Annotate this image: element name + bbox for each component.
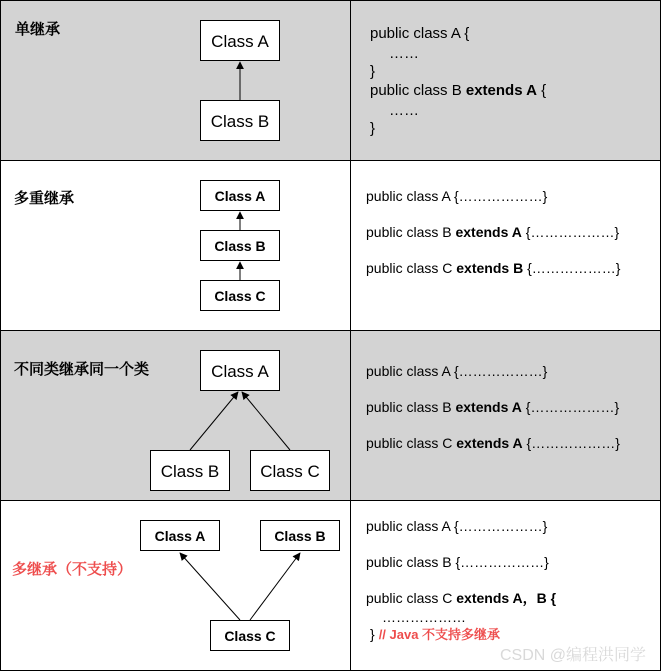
row-2-title: 多重继承 bbox=[14, 190, 75, 207]
code-text: public class B bbox=[366, 224, 456, 240]
row-1-background bbox=[1, 1, 661, 161]
code-keyword: extends A，B { bbox=[456, 590, 557, 606]
row-3-title: 不同类继承同一个类 bbox=[14, 361, 150, 378]
row-3-background bbox=[1, 331, 661, 501]
code-text: public class C bbox=[366, 590, 457, 606]
code-text: public class C bbox=[366, 260, 457, 276]
code-line: …… bbox=[389, 102, 419, 119]
code-line: public class A {………………} bbox=[366, 188, 548, 204]
code-text: {………………} bbox=[521, 224, 620, 240]
code-text: { bbox=[537, 82, 547, 99]
code-line: …… bbox=[389, 45, 419, 62]
code-keyword: extends A bbox=[465, 82, 538, 99]
class-box-label: Class A bbox=[211, 32, 269, 51]
code-line: public class A {………………} bbox=[366, 363, 548, 379]
code-line bbox=[366, 260, 621, 276]
row-2-diagram bbox=[201, 181, 280, 311]
class-box-label: Class B bbox=[210, 112, 270, 131]
code-line: } bbox=[370, 63, 376, 80]
code-line: public class A { bbox=[370, 25, 470, 42]
class-box-label: Class A bbox=[214, 188, 266, 204]
row-1-title: 单继承 bbox=[15, 21, 61, 38]
code-line: } bbox=[370, 120, 376, 137]
class-box-label: Class B bbox=[274, 528, 326, 544]
code-keyword: extends A bbox=[455, 224, 522, 240]
class-box-label: Class B bbox=[214, 238, 266, 254]
code-text: public class B bbox=[370, 82, 466, 99]
code-keyword: extends A bbox=[455, 399, 522, 415]
code-text: {………………} bbox=[523, 260, 621, 276]
code-keyword: extends B bbox=[456, 260, 524, 276]
class-box-label: Class A bbox=[211, 362, 269, 381]
code-line bbox=[366, 590, 557, 607]
code-text: public class B bbox=[366, 399, 456, 415]
code-text: } bbox=[370, 626, 375, 642]
watermark: CSDN @编程洪同学 bbox=[499, 647, 646, 664]
code-text: {………………} bbox=[521, 399, 620, 415]
code-text: {………………} bbox=[522, 435, 620, 451]
code-comment: // Java 不支持多继承 bbox=[378, 627, 501, 642]
class-box-label: Class C bbox=[214, 288, 266, 304]
code-line bbox=[366, 224, 619, 240]
code-line bbox=[366, 435, 620, 451]
class-box-label: Class A bbox=[154, 528, 206, 544]
code-line bbox=[370, 626, 500, 642]
row-4-title: 多继承（不支持） bbox=[12, 561, 133, 578]
row-2-background bbox=[1, 161, 661, 331]
code-line bbox=[370, 82, 546, 99]
code-line: public class B {………………} bbox=[366, 554, 549, 570]
code-keyword: extends A bbox=[456, 435, 523, 451]
class-box-label: Class C bbox=[260, 462, 320, 481]
class-box-label: Class C bbox=[224, 628, 276, 644]
code-line bbox=[366, 399, 619, 415]
class-box-label: Class B bbox=[160, 462, 220, 481]
code-line: public class A {………………} bbox=[366, 518, 548, 534]
code-text: public class C bbox=[366, 435, 457, 451]
code-line: ……………… bbox=[382, 609, 466, 625]
